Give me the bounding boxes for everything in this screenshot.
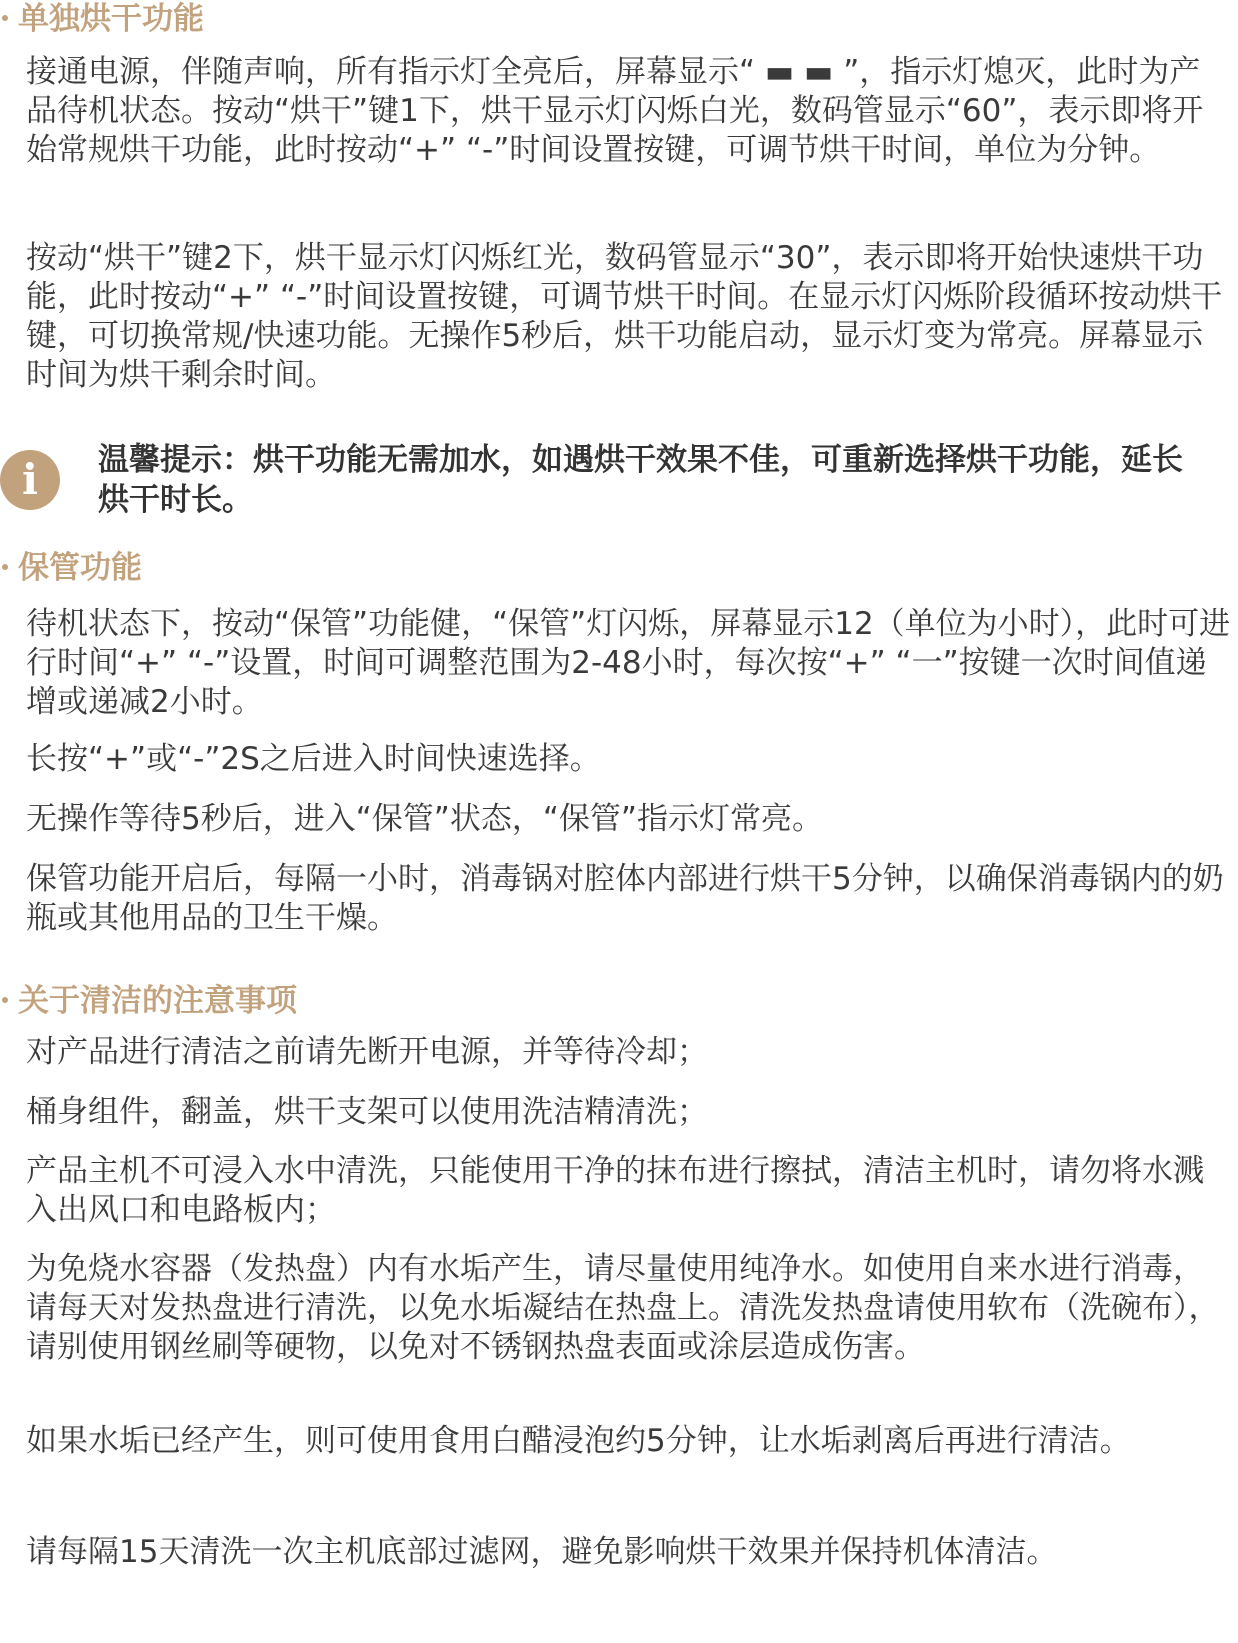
paragraph: 如果水垢已经产生，则可使用食用白醋浸泡约5分钟，让水垢剥离后再进行清洁。 bbox=[26, 1423, 1131, 1459]
section-title-cleaning bbox=[0, 982, 297, 1020]
paragraph: 按动“烘干”键2下，烘干显示灯闪烁红光，数码管显示“30”，表示即将开始快速烘干功能，此时按动“+” “-”时间设置按键，可调节烘干时间。在显示灯闪烁阶段循环按动烘干键，可切换常规/快速功能。无操作5秒后，烘干功能启动，显示灯变为常亮。屏幕显示时间为烘干剩余时间。 bbox=[26, 240, 1223, 393]
tip-text: 温馨提示：烘干功能无需加水，如遇烘干效果不佳，可重新选择烘干功能，延长烘干时长。 bbox=[98, 442, 1183, 518]
paragraph: 产品主机不可浸入水中清洗，只能使用干净的抹布进行擦拭，清洁主机时，请勿将水溅入出风口和电路板内； bbox=[26, 1153, 1204, 1228]
section-title-text: 关于清洁的注意事项 bbox=[18, 983, 297, 1019]
paragraph: 长按“+”或“-”2S之后进入时间快速选择。 bbox=[26, 741, 601, 777]
section-title-storage bbox=[0, 549, 142, 587]
paragraph: 桶身组件，翻盖，烘干支架可以使用洗洁精清洗； bbox=[26, 1094, 708, 1130]
paragraph: 请每隔15天清洗一次主机底部过滤网，避免影响烘干效果并保持机体清洁。 bbox=[26, 1534, 1058, 1570]
paragraph: 对产品进行清洁之前请先断开电源，并等待冷却； bbox=[26, 1034, 708, 1070]
bullet-dot bbox=[2, 564, 8, 570]
paragraph: 保管功能开启后，每隔一小时，消毒锅对腔体内部进行烘干5分钟，以确保消毒锅内的奶瓶或其他用品的卫生干燥。 bbox=[26, 861, 1224, 936]
paragraph: 无操作等待5秒后，进入“保管”状态，“保管”指示灯常亮。 bbox=[26, 801, 823, 837]
paragraph: 接通电源，伴随声响，所有指示灯全亮后，屏幕显示“ ▬ ▬ ”，指示灯熄灭，此时为产品待机状态。按动“烘干”键1下，烘干显示灯闪烁白光，数码管显示“60”，表示即将开始常规烘干功能，此时按动“+” “-”时间设置按键，可调节烘干时间，单位为分钟。 bbox=[26, 54, 1204, 168]
section-title-drying bbox=[0, 0, 204, 38]
tip-box bbox=[0, 440, 1238, 520]
paragraph: 为免烧水容器（发热盘）内有水垢产生，请尽量使用纯净水。如使用自来水进行消毒，请每天对发热盘进行清洗，以免水垢凝结在热盘上。清洗发热盘请使用软布（洗碗布），请别使用钢丝刷等硬物，以免对不锈钢热盘表面或涂层造成伤害。 bbox=[26, 1251, 1220, 1365]
section-title-text: 单独烘干功能 bbox=[18, 1, 204, 37]
section-title-text: 保管功能 bbox=[18, 550, 142, 586]
bullet-dot bbox=[2, 15, 8, 21]
bullet-dot bbox=[2, 997, 8, 1003]
info-icon: i bbox=[0, 450, 60, 510]
paragraph: 待机状态下，按动“保管”功能健，“保管”灯闪烁，屏幕显示12（单位为小时），此时可进行时间“+” “-”设置，时间可调整范围为2-48小时，每次按“+” “一”按键一次时间值递增或递减2小时。 bbox=[26, 606, 1231, 720]
